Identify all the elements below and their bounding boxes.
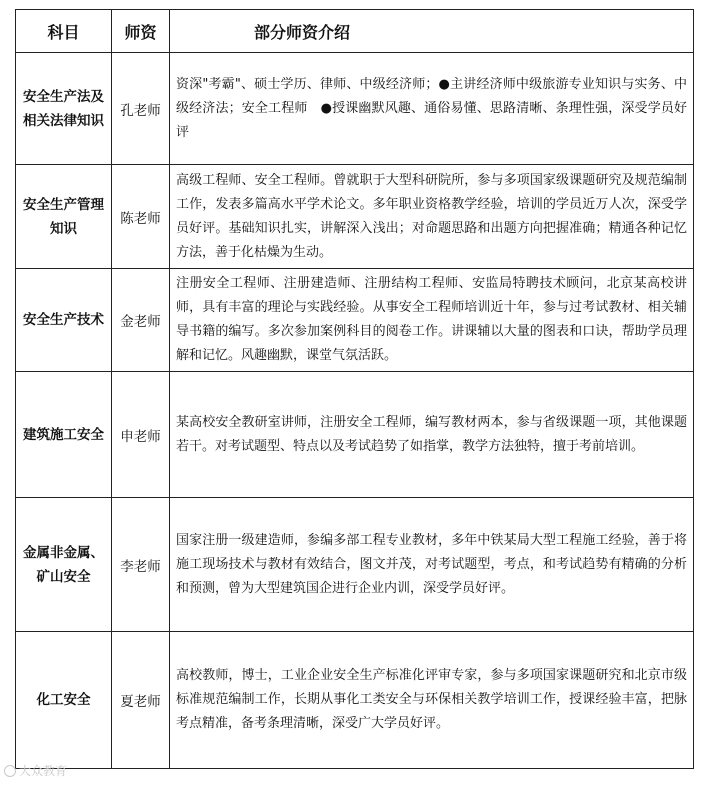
header-subject: 科目 [16,10,112,53]
teacher-cell: 申老师 [112,372,170,498]
bio-cell: 高校教师，博士，工业企业安全生产标准化评审专家，参与多项国家课题研究和北京市级标准规范编制工作，长期从事化工类安全与环保相关教学培训工作，授课经验丰富，把脉考点精准，备考条理清晰，深受广大学员好评。 [170,632,694,769]
watermark [4,762,67,779]
subject-cell: 安全生产法及相关法律知识 [16,53,112,165]
table-row [16,372,694,498]
table-row [16,165,694,269]
header-intro: 部分师资介绍 [170,10,694,53]
table-header-row [16,10,694,53]
teacher-cell: 陈老师 [112,165,170,269]
bio-cell: 某高校安全教研室讲师，注册安全工程师，编写教材两本，参与省级课题一项，其他课题若干。对考试题型、特点以及考试趋势了如指掌，教学方法独特，擅于考前培训。 [170,372,694,498]
bio-cell: 资深"考霸"、硕士学历、律师、中级经济师；●主讲经济师中级旅游专业知识与实务、中级经济法；安全工程师 ●授课幽默风趣、通俗易懂、思路清晰、条理性强，深受学员好评 [170,53,694,165]
table-row [16,632,694,769]
table-row [16,269,694,372]
table-row [16,498,694,632]
faculty-table [15,9,694,769]
teacher-cell: 李老师 [112,498,170,632]
bio-cell: 高级工程师、安全工程师。曾就职于大型科研院所，参与多项国家级课题研究及规范编制工作，发表多篇高水平学术论文。多年职业资格教学经验，培训的学员近万人次，深受学员好评。基础知识扎实，讲解深入浅出；对命题思路和出题方向把握准确；精通各种记忆方法，善于化枯燥为生动。 [170,165,694,269]
bio-cell: 国家注册一级建造师，参编多部工程专业教材，多年中铁某局大型工程施工经验，善于将施工现场技术与教材有效结合，图文并茂，对考试题型，考点，和考试趋势有精确的分析和预测，曾为大型建筑国企进行企业内训，深受学员好评。 [170,498,694,632]
header-teacher: 师资 [112,10,170,53]
watermark-text: 大众教育 [19,764,68,778]
bio-cell: 注册安全工程师、注册建造师、注册结构工程师、安监局特聘技术顾问，北京某高校讲师，具有丰富的理论与实践经验。从事安全工程师培训近十年，参与过考试教材、相关辅导书籍的编写。多次参加案例科目的阅卷工作。讲课辅以大量的图表和口诀，帮助学员理解和记忆。风趣幽默，课堂气氛活跃。 [170,269,694,372]
teacher-cell: 夏老师 [112,632,170,769]
subject-cell: 金属非金属、矿山安全 [16,498,112,632]
teacher-cell: 孔老师 [112,53,170,165]
teacher-cell: 金老师 [112,269,170,372]
subject-cell: 安全生产管理知识 [16,165,112,269]
table-row [16,53,694,165]
subject-cell: 化工安全 [16,632,112,769]
watermark-logo-icon [4,765,16,777]
subject-cell: 建筑施工安全 [16,372,112,498]
subject-cell: 安全生产技术 [16,269,112,372]
